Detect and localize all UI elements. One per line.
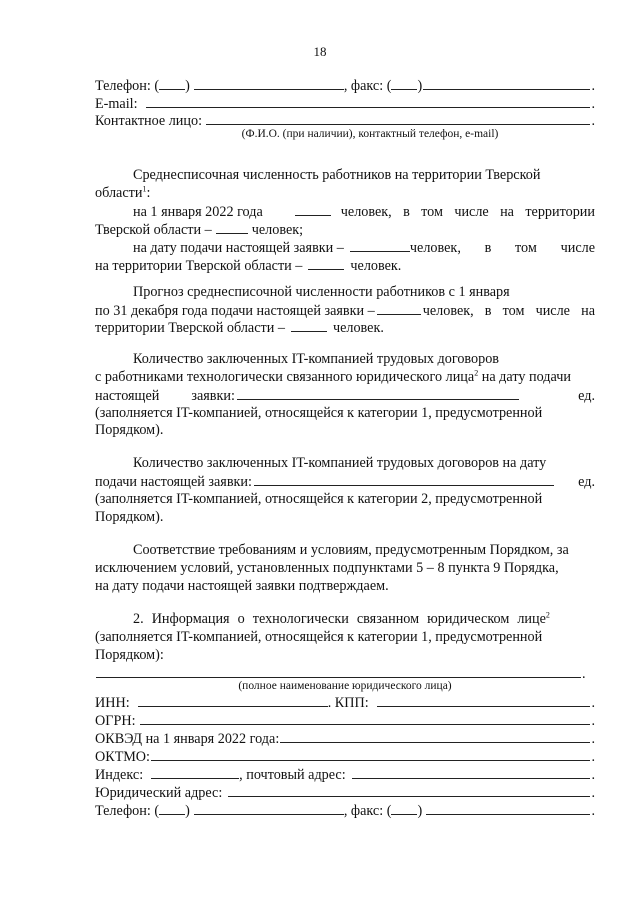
text: ед. <box>578 474 595 490</box>
phone-number-field[interactable] <box>194 801 344 815</box>
contracts1-field[interactable] <box>237 386 519 400</box>
headcount-app-line <box>95 238 595 256</box>
entity-phone-fax-line <box>95 801 595 819</box>
fax-code-field[interactable] <box>391 76 417 90</box>
end-dot: . <box>591 113 595 129</box>
ogrn-field[interactable] <box>140 711 591 725</box>
text: на дату подачи настоящей заявки – <box>133 240 344 256</box>
compliance-line-1 <box>95 541 633 559</box>
end-dot: . <box>591 695 595 711</box>
end-dot: . <box>591 767 595 783</box>
phone-number-field[interactable] <box>194 76 344 90</box>
postal-address-label: , почтовый адрес: <box>239 767 346 783</box>
fax-label: , факс: ( <box>343 803 392 819</box>
end-dot: . <box>591 713 595 729</box>
text: территории Тверской области – <box>95 320 285 336</box>
text: на дату подачи настоящей заявки подтверждаем. <box>95 578 389 594</box>
forecast-field[interactable] <box>377 301 421 315</box>
contracts2-field[interactable] <box>254 472 554 486</box>
fax-number-field[interactable] <box>423 76 590 90</box>
section2-line-2 <box>95 628 595 646</box>
footnote-ref: 1 <box>142 184 147 194</box>
contact-person-field[interactable] <box>206 111 590 125</box>
text: с работниками технологически связанного юридического лица <box>95 369 475 385</box>
text: Количество заключенных IT-компанией трудовых договоров на дату <box>133 455 547 471</box>
index-field[interactable] <box>151 765 239 779</box>
compliance-line-2 <box>95 559 595 577</box>
inn-label: ИНН: <box>95 695 130 711</box>
end-dot: . <box>591 749 595 765</box>
fax-code-field[interactable] <box>391 801 417 815</box>
text: области <box>95 185 143 201</box>
text: (заполняется IT-компанией, относящейся к категории 2, предусмотренной <box>95 491 543 507</box>
headcount-app-region-field[interactable] <box>308 256 344 270</box>
text: на 1 января 2022 года <box>133 204 263 220</box>
section2-title: 2. Информация о технологически связанном юридическом лице <box>133 611 546 627</box>
text: человек. <box>332 320 384 336</box>
text: (заполняется IT-компанией, относящейся к категории 1, предусмотренной <box>95 405 543 421</box>
oktmo-field[interactable] <box>151 747 590 761</box>
text: Порядком). <box>95 422 164 438</box>
headcount-paragraph-line-2 <box>95 184 595 202</box>
phone-code-field[interactable] <box>159 801 185 815</box>
end-dot: . <box>591 785 595 801</box>
forecast-line-2 <box>95 301 595 319</box>
text: Тверской области – <box>95 222 212 238</box>
phone-code-field[interactable] <box>159 76 185 90</box>
email-field[interactable] <box>146 94 591 108</box>
legal-entity-name-field[interactable] <box>96 664 581 678</box>
fax-number-field[interactable] <box>426 801 590 815</box>
contracts1-line-2 <box>95 368 595 386</box>
end-dot: . <box>591 731 595 747</box>
kpp-label: . КПП: <box>327 695 369 711</box>
legal-address-field[interactable] <box>228 783 590 797</box>
legal-entity-name-caption: (полное наименование юридического лица) <box>238 680 452 692</box>
okved-label: ОКВЭД на 1 января 2022 года: <box>95 731 280 747</box>
fax-close: ) <box>417 803 423 819</box>
legal-address-label: Юридический адрес: <box>95 785 223 801</box>
text: на территории Тверской области – <box>95 258 303 274</box>
end-dot: . <box>591 803 595 819</box>
index-postal-line <box>95 765 595 783</box>
phone-label: Телефон: ( <box>95 78 160 94</box>
phone-label: Телефон: ( <box>95 803 160 819</box>
text: настоящей <box>95 388 160 404</box>
text: по 31 декабря года подачи настоящей заявки – <box>95 303 375 319</box>
forecast-line-3 <box>95 318 595 336</box>
contracts1-line-5 <box>95 421 595 439</box>
index-label: Индекс: <box>95 767 144 783</box>
phone-fax-line <box>95 76 595 94</box>
text: человек; <box>251 222 304 238</box>
text: Количество заключенных IT-компанией трудовых договоров <box>133 351 499 367</box>
text: Соответствие требованиям и условиям, предусмотренным Порядком, за <box>133 542 569 558</box>
footnote-ref: 2 <box>545 610 550 620</box>
forecast-line-1 <box>95 283 633 301</box>
text: (заполняется IT-компанией, относящейся к категории 1, предусмотренной <box>95 629 543 645</box>
contracts2-line-3 <box>95 490 595 508</box>
legal-address-line <box>95 783 595 801</box>
headcount-jan-line <box>95 202 595 220</box>
text: ед. <box>578 388 595 404</box>
headcount-app-region-line <box>95 256 595 274</box>
headcount-jan-field[interactable] <box>295 202 331 216</box>
contact-person-label: Контактное лицо: <box>95 113 203 129</box>
headcount-jan-region-field[interactable] <box>216 220 248 234</box>
fax-close: ) <box>417 78 423 94</box>
text: на дату подачи <box>478 369 571 385</box>
kpp-field[interactable] <box>377 693 591 707</box>
text: человек, в том числе <box>409 240 595 256</box>
contracts1-line-4 <box>95 404 595 422</box>
section2-line-3 <box>95 646 595 664</box>
compliance-line-3 <box>95 577 595 595</box>
text: Среднесписочная численность работников на территории Тверской <box>133 167 541 183</box>
contracts2-line-4 <box>95 508 595 526</box>
forecast-region-field[interactable] <box>291 318 327 332</box>
inn-field[interactable] <box>138 693 328 707</box>
text: человек, в том числе на <box>422 303 595 319</box>
end-dot: . <box>582 666 586 682</box>
oktmo-label: ОКТМО: <box>95 749 150 765</box>
headcount-app-field[interactable] <box>350 238 410 252</box>
contracts2-line-1 <box>95 454 633 472</box>
end-dot: . <box>591 96 595 112</box>
text: подачи настоящей заявки: <box>95 474 252 490</box>
contact-caption: (Ф.И.О. (при наличии), контактный телефон, e-mail) <box>241 128 499 140</box>
okved-line <box>95 729 595 747</box>
text: : <box>146 185 151 201</box>
headcount-paragraph-line-1 <box>95 166 633 184</box>
postal-address-field[interactable] <box>352 765 591 779</box>
fax-label: , факс: ( <box>343 78 392 94</box>
phone-close: ) <box>185 803 190 819</box>
text: Порядком). <box>95 509 164 525</box>
okved-field[interactable] <box>280 729 590 743</box>
text: Порядком): <box>95 647 164 663</box>
contracts1-line-1 <box>95 350 633 368</box>
text: заявки: <box>191 388 235 404</box>
page-number: 18 <box>313 44 327 59</box>
text: Прогноз среднесписочной численности работников с 1 января <box>133 284 510 300</box>
contracts1-line-3 <box>95 386 595 404</box>
oktmo-line <box>95 747 595 765</box>
ogrn-line <box>95 711 595 729</box>
inn-kpp-line <box>95 693 595 711</box>
section2-heading <box>95 610 633 628</box>
end-dot: . <box>591 78 595 94</box>
headcount-jan-region-line <box>95 220 595 238</box>
text: человек. <box>350 258 402 274</box>
email-label: E-mail: <box>95 96 138 112</box>
contracts2-line-2 <box>95 472 595 490</box>
text: человек, в том числе на территории <box>340 204 595 220</box>
phone-close: ) <box>185 78 190 94</box>
text: исключением условий, установленных подпунктами 5 – 8 пункта 9 Порядка, <box>95 560 559 576</box>
email-line <box>95 94 595 112</box>
footnote-ref: 2 <box>474 368 479 378</box>
ogrn-label: ОГРН: <box>95 713 136 729</box>
